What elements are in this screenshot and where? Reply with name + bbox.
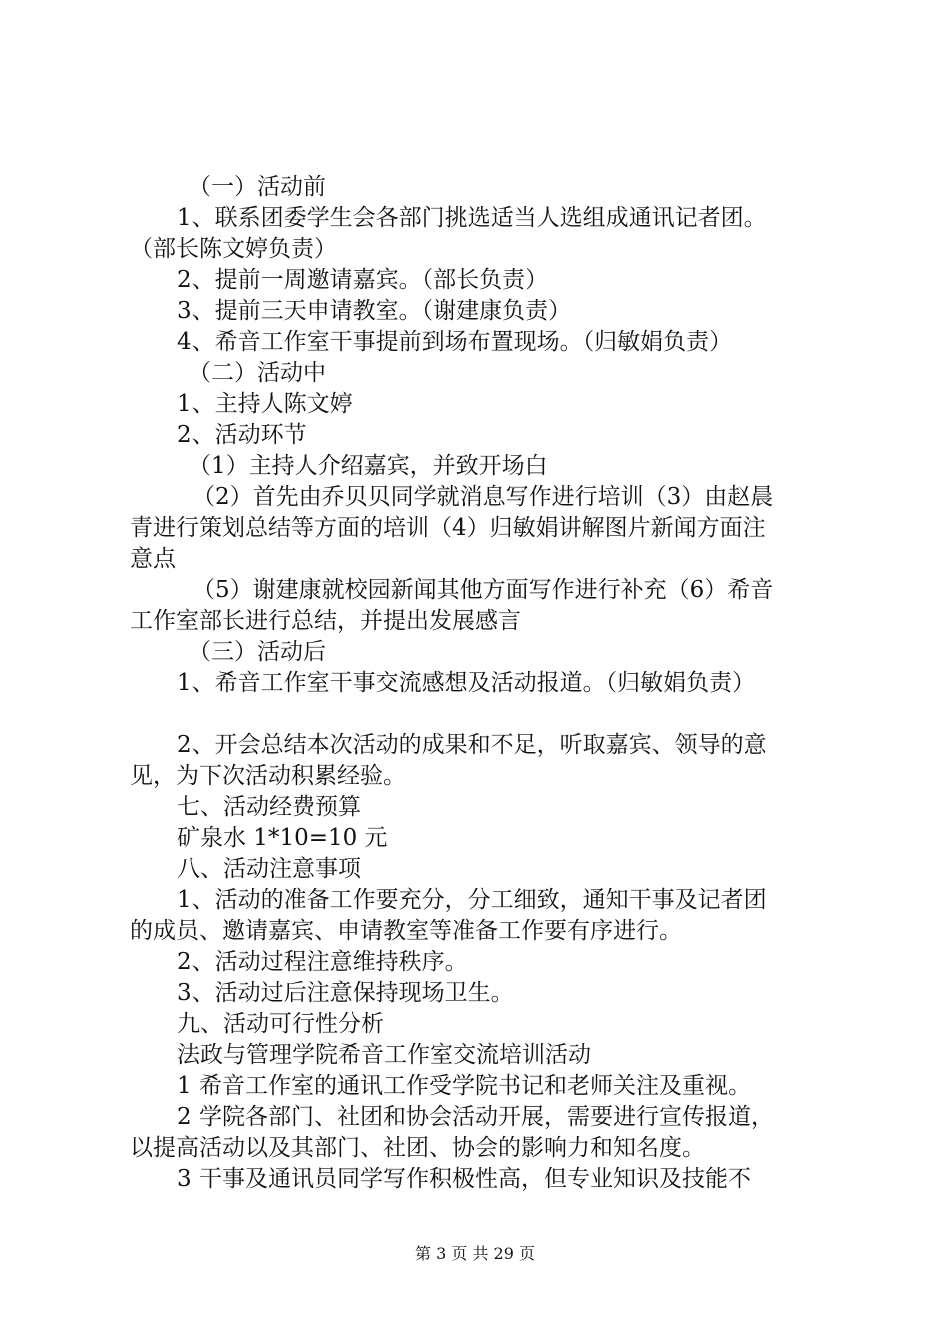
paragraph-line: 青进行策划总结等方面的培训（4）归敏娟讲解图片新闻方面注 [130,515,766,541]
blank-line [130,699,830,730]
paragraph-line: 1、希音工作室干事交流感想及活动报道。（归敏娟负责） [177,670,756,696]
paragraph-line: 的成员、邀请嘉宾、申请教室等准备工作要有序进行。 [130,918,682,944]
paragraph-line: （2）首先由乔贝贝同学就消息写作进行培训（3）由赵晨 [192,484,774,510]
paragraph-line: 1、联系团委学生会各部门挑选适当人选组成通讯记者团。 [177,205,767,231]
paragraph-line: 2、开会总结本次活动的成果和不足，听取嘉宾、领导的意 [177,732,767,758]
paragraph-line: 矿泉水 1*10=10 元 [177,825,388,851]
paragraph-line: 2 学院各部门、社团和协会活动开展，需要进行宣传报道， [177,1104,774,1130]
paragraph-line: （部长陈文婷负责） [130,236,337,262]
section-heading-after: （三）活动后 [188,639,326,665]
paragraph-line: 1、主持人陈文婷 [177,391,353,417]
section-heading-budget: 七、活动经费预算 [177,794,361,820]
paragraph-line: （5）谢建康就校园新闻其他方面写作进行补充（6）希音 [192,577,774,603]
paragraph-line: 以提高活动以及其部门、社团、协会的影响力和知名度。 [130,1135,705,1161]
paragraph-line: 2、活动环节 [177,422,307,448]
paragraph-line: 工作室部长进行总结，并提出发展感言 [130,608,521,634]
section-heading-during: （二）活动中 [188,360,326,386]
paragraph-line: 3、提前三天申请教室。（谢建康负责） [177,298,572,324]
paragraph-line: 3 干事及通讯员同学写作积极性高，但专业知识及技能不 [177,1166,751,1192]
page-number-footer: 第 3 页 共 29 页 [415,1244,535,1263]
paragraph-line: 3、活动过后注意保持现场卫生。 [177,980,514,1006]
section-heading-feasibility: 九、活动可行性分析 [177,1011,384,1037]
paragraph-line: 4、希音工作室干事提前到场布置现场。（归敏娟负责） [177,329,733,355]
paragraph-line: 法政与管理学院希音工作室交流培训活动 [177,1042,591,1068]
paragraph-line: 1、活动的准备工作要充分，分工细致，通知干事及记者团 [177,887,767,913]
section-heading-notes: 八、活动注意事项 [177,856,361,882]
paragraph-line: 1 希音工作室的通讯工作受学院书记和老师关注及重视。 [177,1073,751,1099]
paragraph-line: 意点 [130,546,176,572]
paragraph-line: （1）主持人介绍嘉宾，并致开场白 [188,453,548,479]
paragraph-line: 2、活动过程注意维持秩序。 [177,949,468,975]
paragraph-line: 2、提前一周邀请嘉宾。（部长负责） [177,267,549,293]
section-heading-before: （一）活动前 [188,174,326,200]
document-body [130,172,830,1195]
paragraph-line: 见，为下次活动积累经验。 [130,763,406,789]
